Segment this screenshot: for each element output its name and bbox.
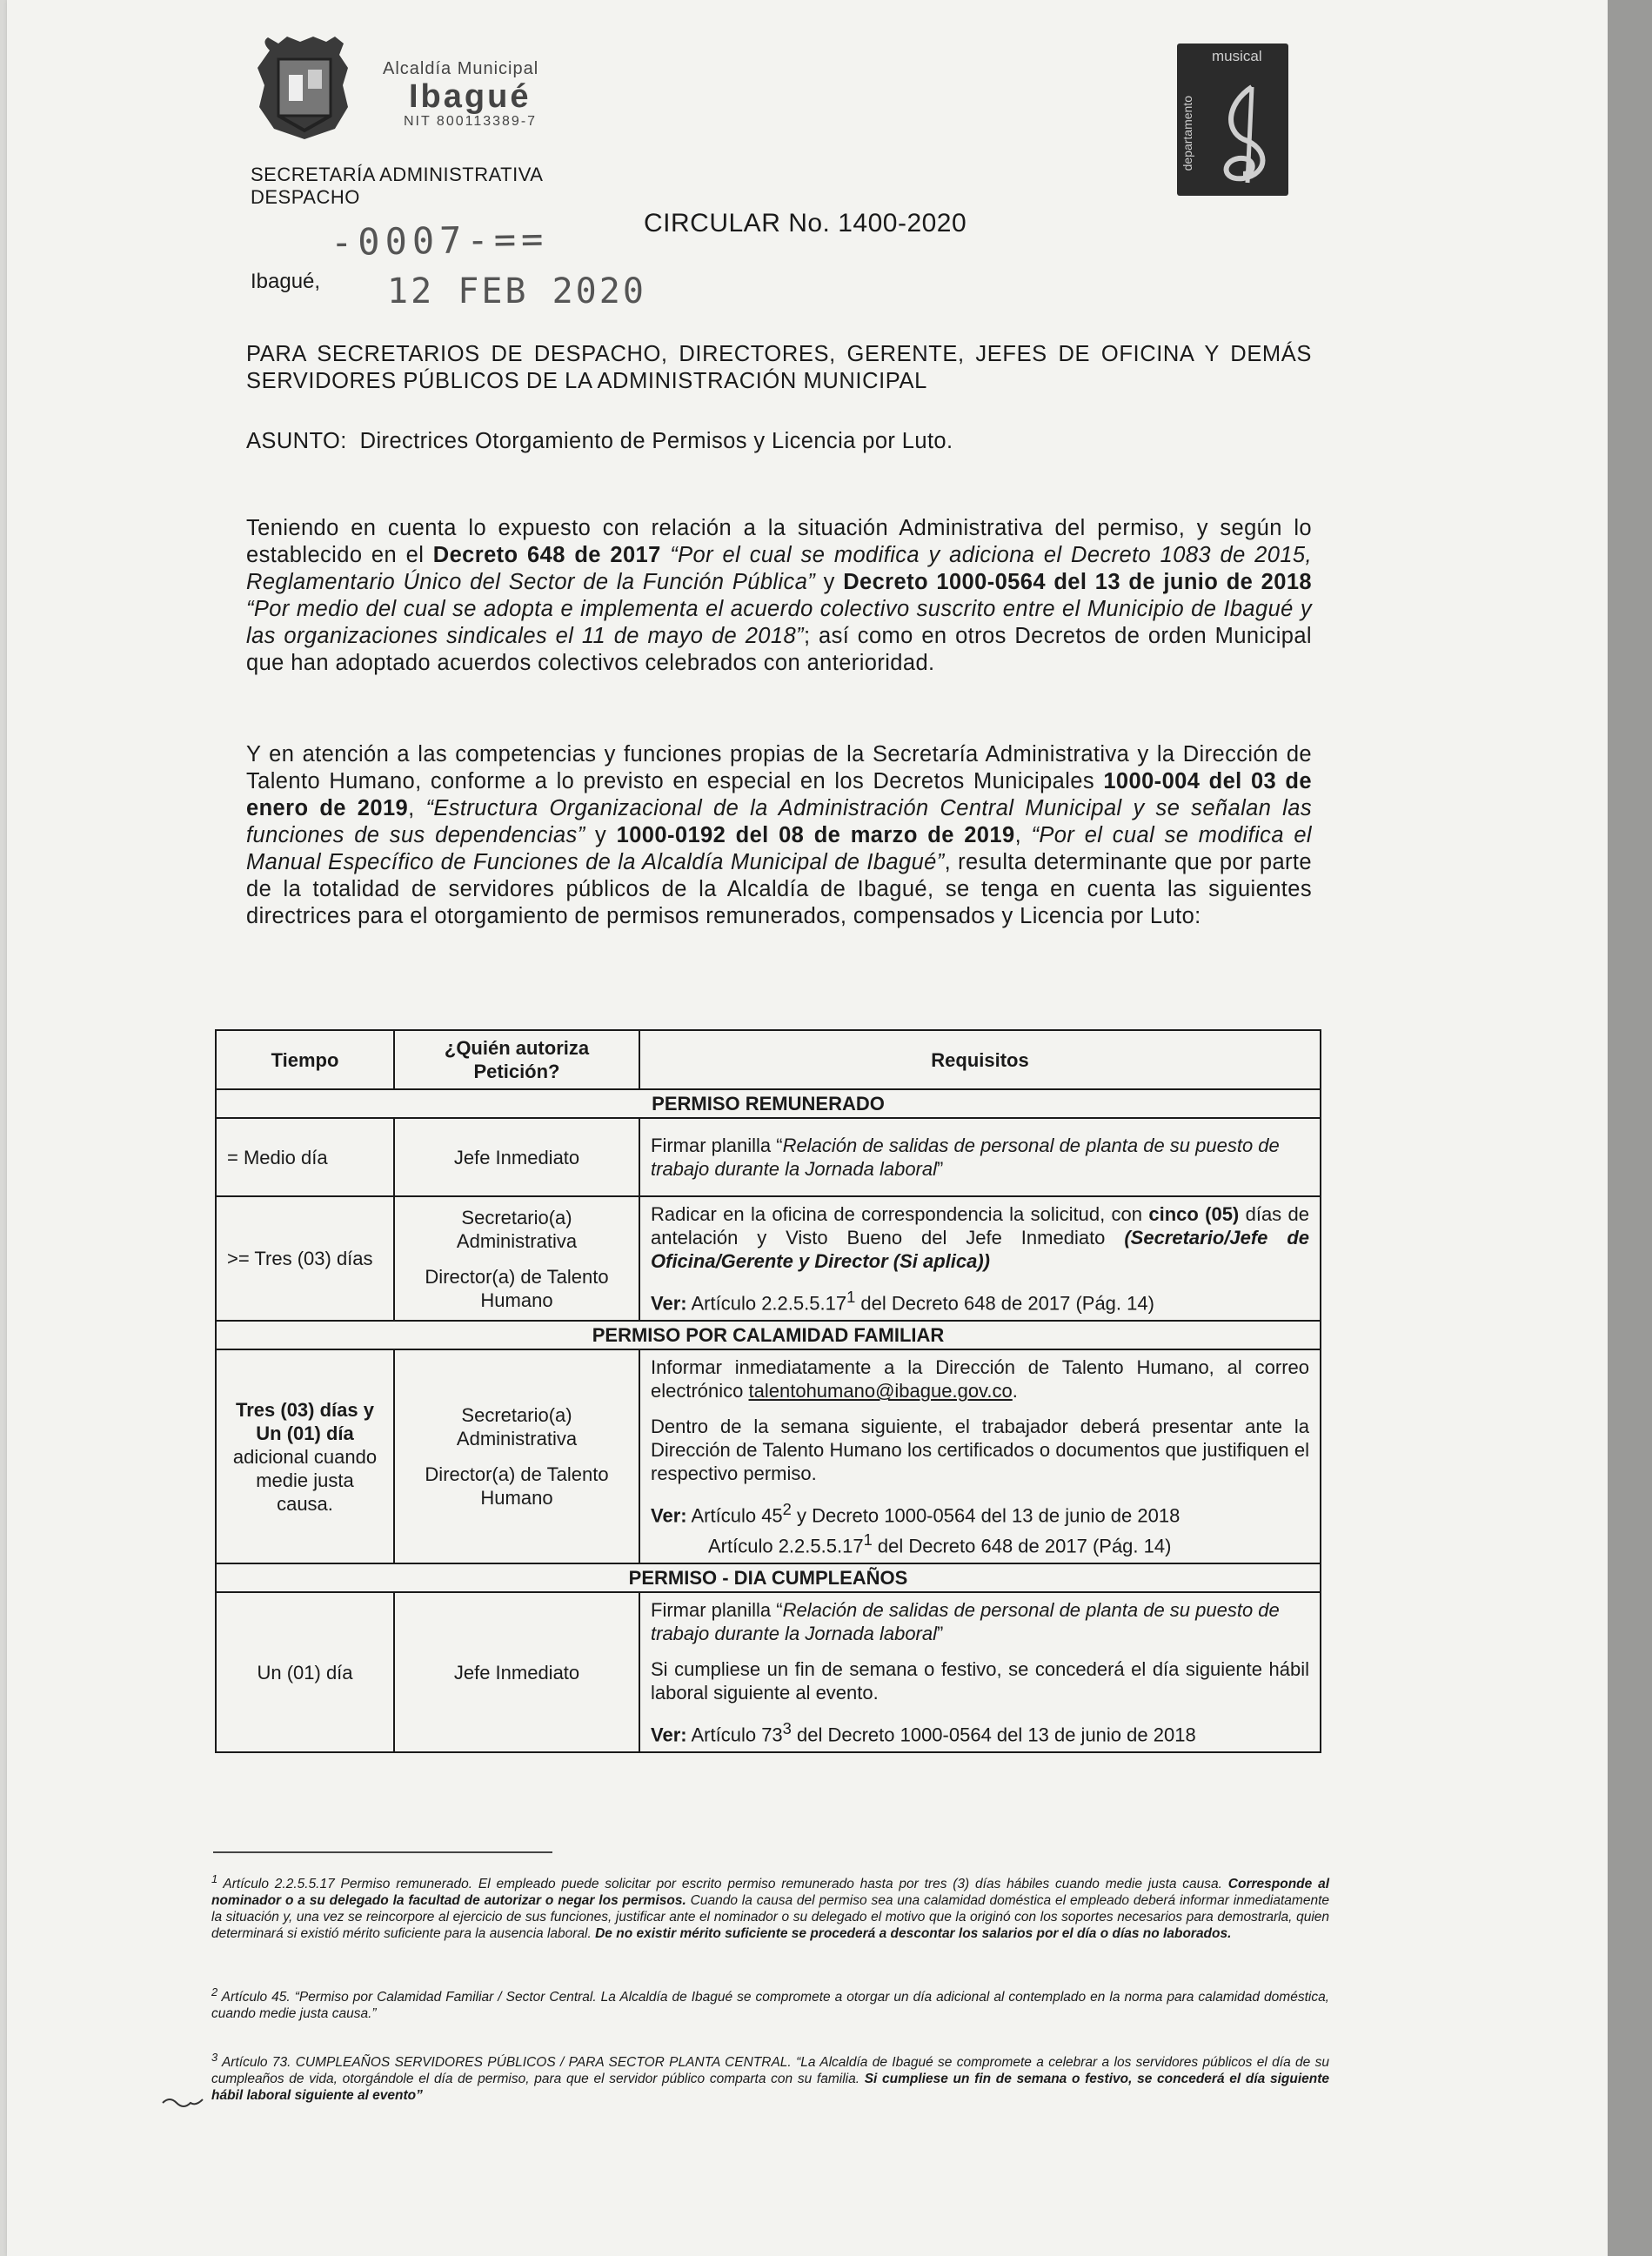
circular-number: CIRCULAR No. 1400-2020	[644, 209, 967, 238]
r4-quien: Jefe Inmediato	[394, 1592, 639, 1752]
section-remunerado: PERMISO REMUNERADO	[216, 1089, 1321, 1118]
r4-tiempo: Un (01) día	[216, 1592, 394, 1752]
footnote-2: $^2$ Artículo 45. “Permiso por Calamidad Familiar / Sector Central. La Alcaldía de Ibagué se compromete a otorgar un día adicional al contemplado en la norma para calamidad doméstica, cuando medie justa causa.”	[211, 1985, 1329, 2022]
header-requisitos: Requisitos	[639, 1030, 1321, 1089]
footnote-3: $^3$ Artículo 73. CUMPLEAÑOS SERVIDORES PÚBLICOS / PARA SECTOR PLANTA CENTRAL. “La Alcaldía de Ibagué se compromete a celebrar a los servidores públicos el día de su cumpleaños de vida, otorgándole el día de permiso, para que el servidor público comparta con su familia. Si cumpliese un fin de semana o festivo, se concederá el día siguiente hábil laboral siguiente al evento”	[211, 2051, 1329, 2104]
logo-line2: Ibagué	[409, 78, 532, 115]
section-calamidad: PERMISO POR CALAMIDAD FAMILIAR	[216, 1321, 1321, 1349]
treble-clef-icon	[1208, 78, 1281, 191]
r1-tiempo: = Medio día	[216, 1118, 394, 1196]
r2-tiempo: >= Tres (03) días	[216, 1196, 394, 1321]
ibague-crest-logo	[252, 33, 357, 142]
table-row	[216, 1349, 1321, 1563]
musical-side-text: departamento	[1180, 96, 1194, 171]
p2-run: , resulta determinante que por parte de la totalidad de servidores públicos de la Alcaldía de Ibagué, se tenga en cuenta las siguientes directrices para el otorgamiento de permisos remunerados, compensados y Licencia por Luto:	[246, 850, 1313, 928]
r4-requisitos: Firmar planilla “Relación de salidas de personal de planta de su puesto de trabajo durante la Jornada laboral” Si cumpliese un fin de semana o festivo, se concederá el día siguiente hábil laboral siguiente al evento. Ver: Artículo $73^3$ del Decreto 1000-0564 del 13 de junio de 2018	[639, 1592, 1321, 1752]
stamp-date: 12 FEB 2020	[387, 271, 646, 311]
p1-run: “Por medio del cual se adopta e implementa el acuerdo colectivo suscrito entre el Municipio de Ibagué y las organizaciones sindicales el 11 de mayo de 2018”	[246, 597, 1312, 648]
dept-line2: DESPACHO	[251, 186, 360, 208]
r2-quien: Secretario(a) Administrativa Director(a) de Talento Humano	[394, 1196, 639, 1321]
subject-text: Directrices Otorgamiento de Permisos y Licencia por Luto.	[359, 429, 953, 453]
p2-run: 1000-0192 del 08 de marzo de 2019	[616, 823, 1015, 847]
p1-run: Decreto 1000-0564 del 13 de junio de 2018	[843, 570, 1312, 594]
r2-requisitos: Radicar en la oficina de correspondencia la solicitud, con cinco (05) días de antelación y Visto Bueno del Jefe Inmediato (Secretario/Jefe de Oficina/Gerente y Director (Si aplica)) Ver: Artículo 2.2.5.5.17$^1$ del Decreto 648 de 2017 (Pág. 14)	[639, 1196, 1321, 1321]
paragraph-1	[246, 515, 1312, 677]
footnote-1: $^1$ Artículo 2.2.5.5.17 Permiso remunerado. El empleado puede solicitar por escrito permiso remunerado hasta por tres (3) días hábiles cuando medie justa causa. Corresponde al nominador o a su delegado la facultad de autorizar o negar los permisos. Cuando la causa del permiso sea una calamidad doméstica el empleado deberá informar inmediatamente la situación y, una vez se reincorpore al ejercicio de sus funciones, justificar ante el nominador o su delegado el motivo que la originó con los soportes necesarios para demostrarla, quien determinará si existió mérito suficiente para la ausencia laboral. De no existir mérito suficiente se procederá a descontar los salarios por el día o días no laborados.	[211, 1872, 1329, 1942]
p1-run: “Por el cual se modifica y adiciona el Decreto 1083 de 2015, Reglamentario Único del Sector de la Función Pública”	[246, 543, 1312, 594]
stamp-number: -0007-==	[330, 217, 549, 264]
table-row	[216, 1592, 1321, 1752]
footnote-divider	[213, 1851, 552, 1853]
musical-top-text: musical	[1212, 48, 1262, 64]
musical-logo	[1177, 44, 1288, 196]
permissions-table	[215, 1029, 1321, 1753]
page-shadow	[1608, 0, 1652, 2256]
city: Ibagué,	[251, 270, 321, 293]
p2-run: ,	[1014, 823, 1032, 847]
subject-label: ASUNTO:	[246, 429, 347, 453]
subject-line	[246, 428, 1312, 455]
logo-line3: NIT 800113389-7	[404, 114, 538, 129]
addressee: PARA SECRETARIOS DE DESPACHO, DIRECTORES, GERENTE, JEFES DE OFICINA Y DEMÁS SERVIDORES PÚBLICOS DE LA ADMINISTRACIÓN MUNICIPAL	[246, 342, 1312, 393]
p2-run: 1000-004 del 03 de enero de 2019	[246, 769, 1312, 820]
section-cumpleanos: PERMISO - DIA CUMPLEAÑOS	[216, 1563, 1321, 1592]
header-tiempo: Tiempo	[216, 1030, 394, 1089]
table-header-row	[216, 1030, 1321, 1089]
p2-run: Y en atención a las competencias y funciones propias de la Secretaría Administrativa y la Dirección de Talento Humano, conforme a lo previsto en especial en los Decretos Municipales	[246, 742, 1312, 793]
r1-quien: Jefe Inmediato	[394, 1118, 639, 1196]
p1-run: Teniendo en cuenta lo expuesto con relación a la situación Administrativa del permiso, y según lo establecido en el	[246, 516, 1312, 567]
handwritten-mark	[161, 2092, 204, 2110]
p2-run: “Estructura Organizacional de la Administración Central Municipal y se señalan las funciones de sus dependencias”	[246, 796, 1312, 847]
r3-requisitos: Informar inmediatamente a la Dirección de Talento Humano, al correo electrónico talentohumano@ibague.gov.co. Dentro de la semana siguiente, el trabajador deberá presentar ante la Dirección de Talento Humano los certificados o documentos que justifiquen el respectivo permiso. Ver: Artículo $45^2$ y Decreto 1000-0564 del 13 de junio de 2018 Artículo 2.2.5.5.17$^1$ del Decreto 648 de 2017 (Pág. 14)	[639, 1349, 1321, 1563]
p2-run: ,	[408, 796, 426, 820]
p1-run: ; así como en otros Decretos de orden Municipal que han adoptado acuerdos colectivos celebrados con anterioridad.	[246, 624, 1312, 675]
p2-run: y	[585, 823, 617, 847]
p1-run: y	[815, 570, 844, 594]
logo-line1: Alcaldía Municipal	[383, 59, 539, 78]
r1-requisitos: Firmar planilla “Relación de salidas de personal de planta de su puesto de trabajo durante la Jornada laboral”	[639, 1118, 1321, 1196]
logo-text	[383, 59, 592, 130]
header-quien: ¿Quién autoriza Petición?	[394, 1030, 639, 1089]
table-row	[216, 1118, 1321, 1196]
email-link[interactable]: talentohumano@ibague.gov.co	[748, 1380, 1013, 1402]
r3-tiempo: Tres (03) días y Un (01) día adicional cuando medie justa causa.	[216, 1349, 394, 1563]
paragraph-2	[246, 741, 1312, 930]
r3-quien: Secretario(a) Administrativa Director(a) de Talento Humano	[394, 1349, 639, 1563]
p1-run: Decreto 648 de 2017	[432, 543, 661, 567]
department	[251, 164, 543, 209]
dept-line1: SECRETARÍA ADMINISTRATIVA	[251, 164, 544, 185]
p2-run: “Por el cual se modifica el Manual Específico de Funciones de la Alcaldía Municipal de Ibagué”	[246, 823, 1312, 874]
table-row	[216, 1196, 1321, 1321]
